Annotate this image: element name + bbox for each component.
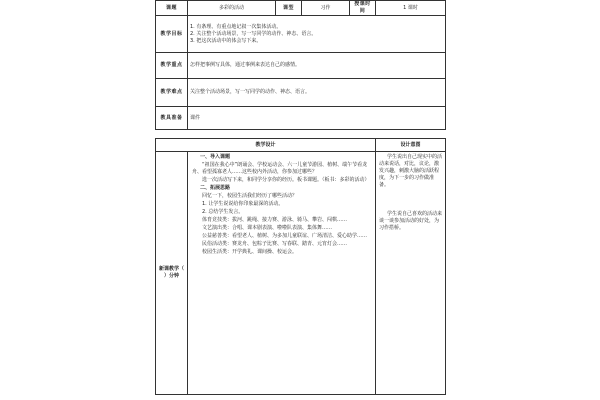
section-paragraph: 体育竞技类：拔河、跳绳、接力赛、游泳、骑马、攀岩、闯棋……: [202, 217, 348, 223]
design-side-label: 新课教学（ ）分钟: [156, 152, 188, 395]
goal-line: 3. 把这次活动中的体会写下来。: [190, 37, 262, 44]
section-paragraph: “祖国在我心中”朗诵会、学校运动会、六一儿童节游园、植树、端午节看龙舟、看望孤寡老人……这些校内外活动，你参加过哪些？: [192, 162, 368, 175]
difficulties-label: 教学难点: [156, 79, 188, 107]
lesson-plan-page: [155, 0, 445, 400]
goals-label: 教学目标: [156, 16, 188, 53]
type-label: 课型: [276, 1, 302, 16]
preparation-text: 课件: [188, 107, 446, 130]
section-paragraph: 选一次活动写下来，和同学分享你的经历。板书课题。（板书：多彩的活动）: [202, 177, 370, 183]
section-paragraph: 校园生活类：开学典礼、课间操、校运会。: [202, 249, 298, 255]
hours-value: 1 课时: [376, 1, 446, 16]
design-intent: 学生说自己喜欢的活动来谈一谈参加活动的好处，为习作搭桥。: [379, 211, 443, 231]
key-points-text: 怎样把事例写具体，通过事例来表达自己的感情。: [188, 53, 446, 79]
topic-value: 多彩的活动: [188, 1, 276, 16]
design-content: [188, 152, 376, 395]
design-table: [155, 138, 446, 395]
section-paragraph: 公益慈善类：看望老人、植树、为多加儿童联谊、广场清洁、爱心助学……: [202, 233, 368, 239]
section-paragraph: 文艺演出类：合唱、课本剧表演、啦啦队表演、集体舞……: [202, 225, 333, 231]
design-intent: 学生说出自己现实中的活动来说话，对比，议论，激发兴趣，刺激大脑的活跃程度，为下一步的习作做准备。: [379, 154, 443, 188]
section-paragraph: 2. 总结学生发言。: [202, 209, 244, 215]
goal-line: 2. 关注整个活动场景，写一写同学的动作、神态、语言。: [190, 30, 317, 37]
key-points-label: 教学重点: [156, 53, 188, 79]
intent-header: 设计意图: [376, 139, 446, 152]
hours-label: 授课时间: [350, 1, 376, 16]
design-intent-column: [376, 152, 446, 395]
topic-label: 课题: [156, 1, 188, 16]
section-paragraph: 回忆一下，校园生活我们经历了哪些活动？: [202, 193, 298, 199]
section-heading: 一、导入课题: [200, 154, 231, 160]
section-heading: 二、拓展思路: [200, 185, 231, 191]
section-paragraph: 民俗活动类：赛龙舟、包粽子比赛、写春联、踏青、元宵灯会……: [202, 241, 348, 247]
section-paragraph: 1. 让学生说说给你印象最深的活动。: [202, 201, 284, 207]
goal-line: 1. 有条理、有重点地记叙一次集体活动。: [190, 23, 282, 30]
lesson-plan-table: [155, 0, 446, 130]
preparation-label: 教具准备: [156, 107, 188, 130]
difficulties-text: 关注整个活动场景，写一写同学的动作、神态、语言。: [188, 79, 446, 107]
design-header: 教学设计: [156, 139, 376, 152]
goals-content: [188, 16, 446, 53]
type-value: 习作: [302, 1, 350, 16]
